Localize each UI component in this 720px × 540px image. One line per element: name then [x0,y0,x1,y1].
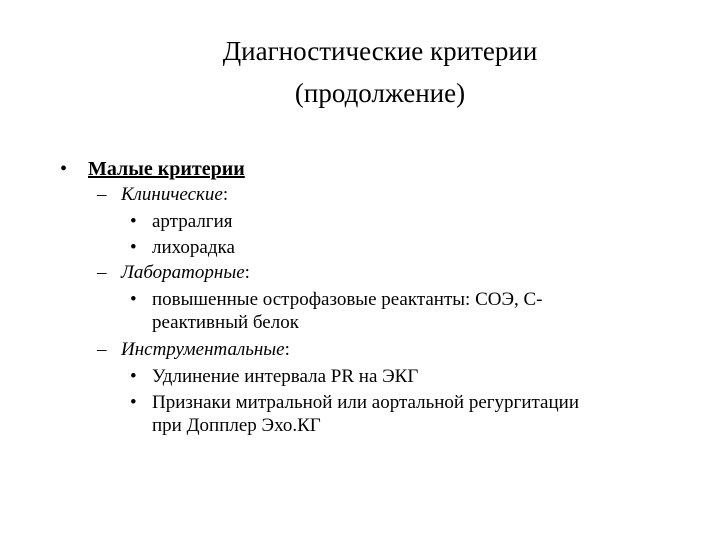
dash-marker: – [97,184,107,205]
clinical-item-text: лихорадка [152,237,235,258]
bullet-marker: • [130,366,137,387]
laboratory-item-line-1: повышенные острофазовые реактанты: СОЭ, С- [152,289,543,310]
title-line-2: (продолжение) [294,78,466,108]
bullet-marker: • [130,237,137,258]
laboratory-label: Лабораторные [121,262,245,283]
title-line-1: Диагностические критерии [222,36,538,66]
dash-marker: – [97,339,107,360]
instrumental-colon: : [284,339,290,360]
instrumental-item-2-line-2: при Допплер Эхо.КГ [152,415,321,436]
instrumental-item-2-line-1: Признаки митральной или аортальной регургитации [152,392,579,413]
clinical-label: Клинические [121,184,223,205]
instrumental-label-wrap [121,338,290,362]
laboratory-label-wrap [121,261,250,285]
clinical-item-text: артралгия [152,211,233,232]
bullet-marker: • [60,158,68,180]
bullet-marker: • [130,392,137,413]
dash-marker: – [97,262,107,283]
clinical-label-wrap [121,183,228,207]
bullet-marker: • [130,211,137,232]
minor-criteria-heading: Малые критерии [88,158,245,180]
instrumental-item-1: Удлинение интервала PR на ЭКГ [152,366,419,387]
laboratory-item-line-2: реактивный белок [152,312,299,333]
bullet-marker: • [130,289,137,310]
laboratory-colon: : [244,262,250,283]
clinical-colon: : [222,184,229,205]
instrumental-label: Инструментальные [121,339,285,360]
